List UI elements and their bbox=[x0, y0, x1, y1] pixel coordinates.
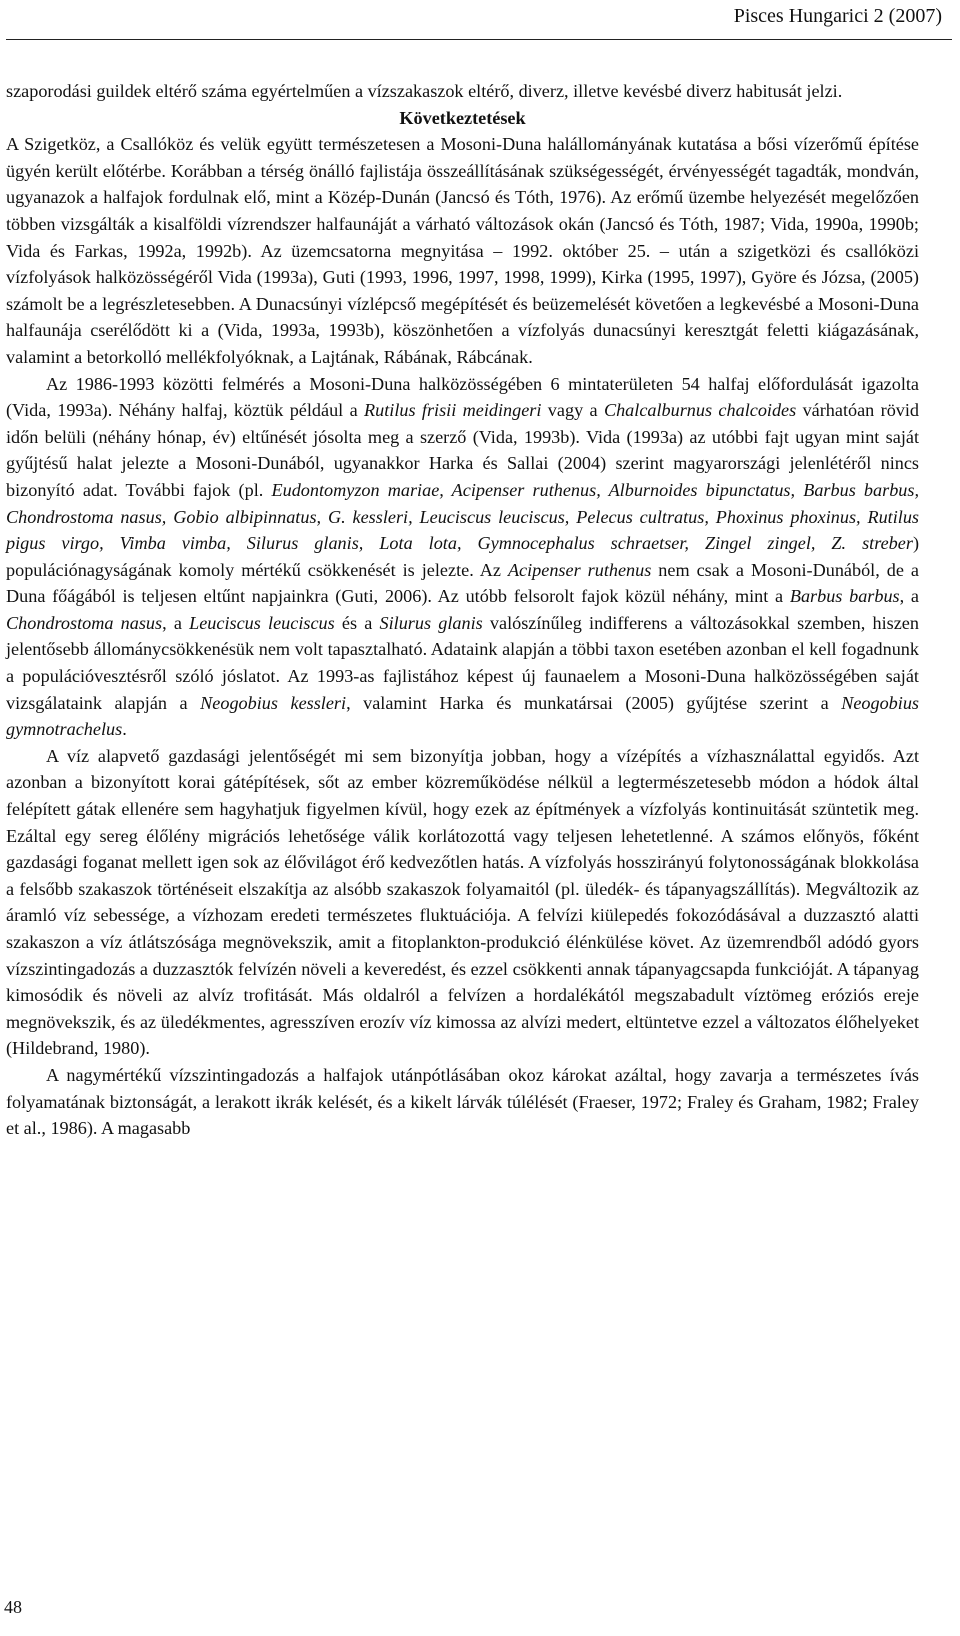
text-run: , valamint Harka és munkatársai (2005) gyűjtése szerint a bbox=[346, 692, 842, 713]
species-name: Barbus barbus bbox=[789, 586, 900, 607]
species-name: Leuciscus leuciscus bbox=[189, 612, 335, 633]
text-run: , a bbox=[899, 586, 919, 607]
text-run: A Szigetköz, a Csallóköz és velük együtt természetesen a Mosoni-Duna halállományának kutatása a bősi vízerőmű építése ügyén került előtérbe. Korábban a térség önálló fajlistája összeállításának szükségességét, érvényességét tagadták, mondván, ugyanazok a halfajok fordulnak elő, mint a Közép-Dunán (Jancsó és Tóth, 1976). Az erőmű üzembe helyezését megelőzően többen vizsgálták a kisalföldi vízrendszer halfaunáját a várható változások okán (Jancsó és Tóth, 1987; Vida, 1990a, 1990b; Vida és Farkas, 1992a, 1992b). Az üzemcsatorna megnyitása – 1992. október 25. – után a szigetközi és csallóközi vízfolyások halközösségéről Vida (1993a), Guti (1993, 1996, 1997, 1998, 1999), Kirka (1995, 1997), Györe és Józsa, (2005) számolt be a legrészletesebben. A Dunacsúnyi vízlépcső megépítését és beüzemelését követően a legkevésbé a Mosoni-Duna halfaunája cserélődött ki a (Vida, 1993a, 1993b), köszönhetően a vízfolyás dunacsúnyi keresztgát feletti kiágazásának, valamint a betorkolló mellékfolyóknak, a Lajtának, Rábának, Rábcának. bbox=[6, 134, 919, 367]
text-run: A víz alapvető gazdasági jelentőségét mi sem bizonyítja jobban, hogy a vízépítés a vízhasználattal egyidős. Azt azonban a bizonyított korai gátépítések, sőt az ember közreműködése nélkül a legtermészetesebb módon a hódok által felépített gátak ellenére sem hagyhatjuk figyelmen kívül, hogy ezek az építmények a vízfolyás kontinuitását szüntetik meg. Ezáltal egy sereg élőlény migrációs lehetősége válik korlátozottá vagy teljesen lehetetlenné. A számos előnyös, főként gazdasági foganat mellett igen sok az élővilágot érő kedvezőtlen hatás. A vízfolyás hosszirányú folytonosságának blokkolása a felsőbb szakaszok történéseit elszakítja az alsóbb szakaszok folyamaitól (pl. üledék- és tápanyagszállítás). Megváltozik az áramló víz sebessége, a vízhozam eredeti természetes fluktuációja. A felvízi kiülepedés fokozódásával a duzzasztó alatti szakaszon a víz átlátszósága megnövekszik, amit a fitoplankton-produkció élénkülése követ. Az üzemrendből adódó gyors vízszintingadozás a duzzasztók felvízén növeli a keveredést, és ezzel csökkenti annak tápanyagcsapda funkcióját. A tápanyag kimosódik és növeli az alvíz trofitását. Más oldalról a felvízen a hordalékától megszabadult víztömeg eróziós ereje megnövekszik, és az üledékmentes, agresszíven erozív víz kimossa az alvízi medert, eltüntetve ezzel a változatos élőhelyeket (Hildebrand, 1980). bbox=[6, 745, 919, 1059]
paragraph bbox=[6, 371, 919, 743]
text-run: szaporodási guildek eltérő száma egyértelműen a vízszakaszok eltérő, diverz, illetve kevésbé diverz habitusát jelzi. bbox=[6, 81, 843, 101]
paragraph bbox=[6, 131, 919, 370]
article-body bbox=[6, 78, 919, 1142]
text-run: ) populációnagyságának komoly mértékű csökkenését is jelezte. Az bbox=[6, 533, 919, 580]
species-name: Chondrostoma nasus bbox=[6, 612, 163, 633]
species-name: Neogobius kessleri bbox=[200, 692, 347, 713]
text-run: és a bbox=[334, 612, 380, 633]
text-run: , a bbox=[162, 612, 190, 633]
journal-title: Pisces Hungarici 2 (2007) bbox=[733, 5, 942, 27]
text-run: nem csak a Mosoni-Dunából, de a Duna főágából is teljesen eltűnt napjainkra (Guti, 2006). Az utóbb felsorolt fajok közül néhány, mint a bbox=[6, 559, 919, 607]
text-run: A nagymértékű vízszintingadozás a halfajok utánpótlásában okoz károkat azáltal, hogy zavarja a természetes ívás folyamatának biztonságát, a lerakott ikrák kelését, és a kikelt lárvák túlélését (Fraeser, 1972; Fraley és Graham, 1982; Fraley et al., 1986). A magasabb bbox=[6, 1064, 919, 1139]
paragraph bbox=[6, 78, 919, 105]
running-header bbox=[0, 0, 960, 46]
species-name: Rutilus frisii meidingeri bbox=[364, 400, 542, 421]
species-name: Eudontomyzon mariae, Acipenser ruthenus, Alburnoides bipunctatus, Barbus barbus, Chondrostoma nasus, Gobio albipinnatus, G. kessleri, Leuciscus leuciscus, Pelecus cultratus, Phoxinus phoxinus, Rutilus pigus virgo, Vimba vimba, Silurus glanis, Lota lota, Gymnocephalus schraetser, Zingel zingel, Z. streber bbox=[6, 479, 920, 554]
header-divider bbox=[6, 39, 952, 40]
page-number: 48 bbox=[4, 1597, 22, 1617]
species-name: Acipenser ruthenus bbox=[507, 559, 652, 580]
text-run: vagy a bbox=[541, 400, 604, 421]
text-run: Az 1986-1993 közötti felmérés a Mosoni-Duna halközösségében 6 mintaterületen 54 halfaj előfordulását igazolta (Vida, 1993a). Néhány halfaj, köztük például a bbox=[6, 373, 919, 421]
text-run: valószínűleg indifferens a változásokkal szemben, hiszen jelentősebb állománycsökkenésük nem volt tapasztalható. Adataink alapján a többi taxon esetében azonban el kell fogadnunk a populációvesztésről szóló jóslatot. Az 1993-as fajlistához képest új faunaelem a Mosoni-Duna halközösségében saját vizsgálataink alapján a bbox=[6, 612, 919, 713]
paragraph bbox=[6, 1062, 919, 1142]
species-name: Silurus glanis bbox=[379, 612, 483, 633]
section-heading: Következtetések bbox=[399, 107, 526, 128]
text-run: . bbox=[122, 719, 127, 740]
text-run: várhatóan rövid időn belüli (néhány hónap, év) eltűnését jósolta meg a szerző (Vida, 1993b). Vida (1993a) az utóbbi fajt ugyan mint saját gyűjtésű halat jelezte a Mosoni-Dunából, ugyanakkor Harka és Sallai (2004) szerint magyarországi jelenlétéről nincs bizonyító adat. További fajok (pl. bbox=[6, 400, 920, 500]
species-name: Chalcalburnus chalcoides bbox=[603, 400, 797, 421]
paragraph bbox=[6, 743, 919, 1062]
species-name: Neogobius gymnotrachelus bbox=[6, 692, 919, 740]
